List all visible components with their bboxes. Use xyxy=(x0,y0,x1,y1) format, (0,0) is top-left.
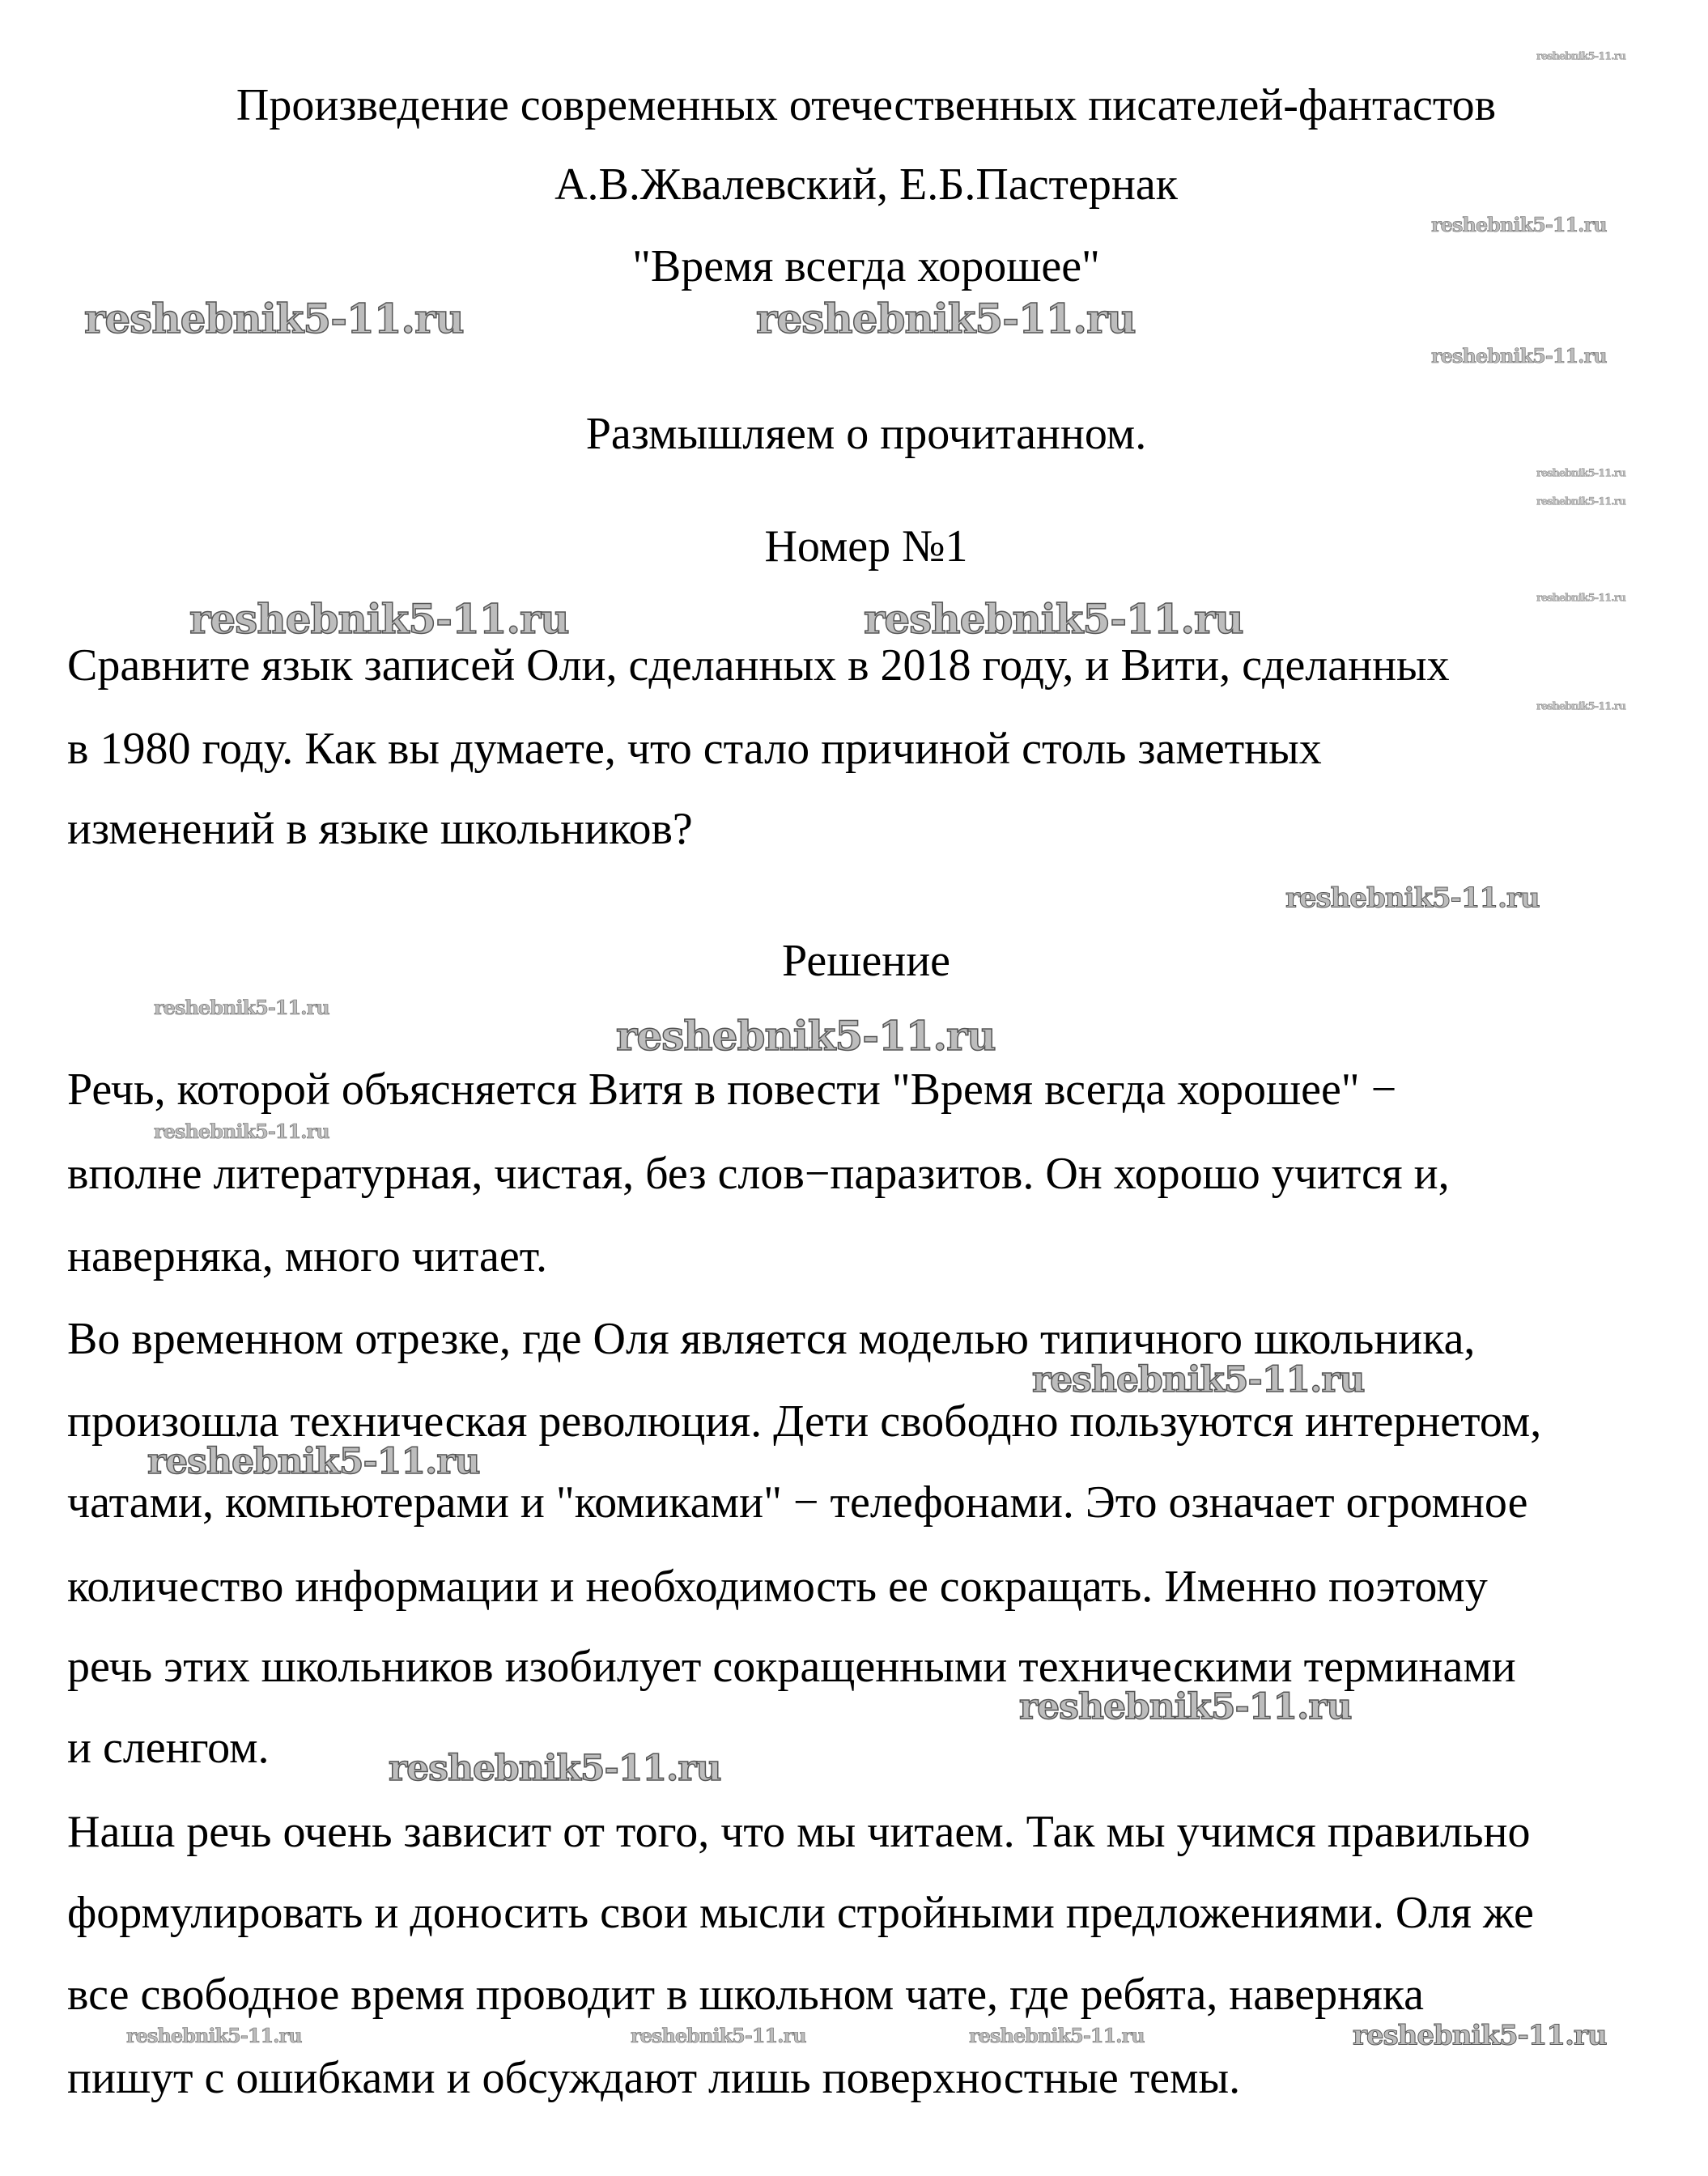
solution-line: Речь, которой объясняется Витя в повести "Время всегда хорошее" − xyxy=(67,1065,1397,1115)
document-title: Произведение современных отечественных писателей-фантастов xyxy=(236,80,1497,130)
solution-line: наверняка, много читает. xyxy=(67,1231,547,1281)
work-title: "Время всегда хорошее" xyxy=(632,241,1100,291)
watermark: reshebnik5-11.ru xyxy=(1536,592,1626,605)
watermark: reshebnik5-11.ru xyxy=(1019,1686,1352,1728)
question-line: Сравните язык записей Оли, сделанных в 2018 году, и Вити, сделанных xyxy=(67,640,1450,691)
solution-heading: Решение xyxy=(781,936,951,986)
solution-line: все свободное время проводит в школьном чате, где ребята, наверняка xyxy=(67,1970,1425,2020)
solution-line: количество информации и необходимость ее сокращать. Именно поэтому xyxy=(67,1562,1488,1612)
watermark: reshebnik5-11.ru xyxy=(631,2024,806,2047)
question-line: изменений в языке школьников? xyxy=(67,804,693,854)
watermark: reshebnik5-11.ru xyxy=(1431,344,1607,368)
authors: А.В.Жвалевский, Е.Б.Пастернак xyxy=(554,159,1178,210)
watermark: reshebnik5-11.ru xyxy=(864,595,1243,643)
watermark: reshebnik5-11.ru xyxy=(756,295,1136,342)
watermark: reshebnik5-11.ru xyxy=(1431,213,1607,236)
solution-line: пишут с ошибками и обсуждают лишь поверхностные темы. xyxy=(67,2053,1241,2103)
task-number: Номер №1 xyxy=(764,521,968,572)
solution-line: Наша речь очень зависит от того, что мы читаем. Так мы учимся правильно xyxy=(67,1807,1531,1857)
watermark: reshebnik5-11.ru xyxy=(1536,50,1626,63)
watermark: reshebnik5-11.ru xyxy=(84,295,464,342)
solution-line: формулировать и доносить свои мысли стройными предложениями. Оля же xyxy=(67,1888,1534,1938)
watermark: reshebnik5-11.ru xyxy=(126,2024,302,2047)
watermark: reshebnik5-11.ru xyxy=(389,1748,721,1790)
watermark: reshebnik5-11.ru xyxy=(154,1120,329,1143)
solution-line: произошла техническая революция. Дети свободно пользуются интернетом, xyxy=(67,1396,1542,1447)
solution-line: чатами, компьютерами и "комиками" − телефонами. Это означает огромное xyxy=(67,1477,1528,1528)
solution-line: и сленгом. xyxy=(67,1723,270,1773)
watermark: reshebnik5-11.ru xyxy=(154,996,329,1019)
watermark: reshebnik5-11.ru xyxy=(616,1012,996,1060)
watermark: reshebnik5-11.ru xyxy=(1032,1359,1365,1401)
solution-line: речь этих школьников изобилует сокращенными техническими терминами xyxy=(67,1642,1516,1692)
watermark: reshebnik5-11.ru xyxy=(189,595,569,643)
watermark: reshebnik5-11.ru xyxy=(969,2024,1145,2047)
watermark: reshebnik5-11.ru xyxy=(1536,495,1626,508)
watermark: reshebnik5-11.ru xyxy=(147,1441,480,1483)
solution-line: вполне литературная, чистая, без слов−паразитов. Он хорошо учится и, xyxy=(67,1149,1450,1199)
section-heading: Размышляем о прочитанном. xyxy=(585,409,1147,459)
watermark: reshebnik5-11.ru xyxy=(1536,700,1626,713)
watermark: reshebnik5-11.ru xyxy=(1285,882,1540,915)
watermark: reshebnik5-11.ru xyxy=(1353,2019,1607,2052)
solution-line: Во временном отрезке, где Оля является моделью типичного школьника, xyxy=(67,1314,1476,1364)
watermark: reshebnik5-11.ru xyxy=(1536,467,1626,480)
question-line: в 1980 году. Как вы думаете, что стало причиной столь заметных xyxy=(67,724,1322,774)
